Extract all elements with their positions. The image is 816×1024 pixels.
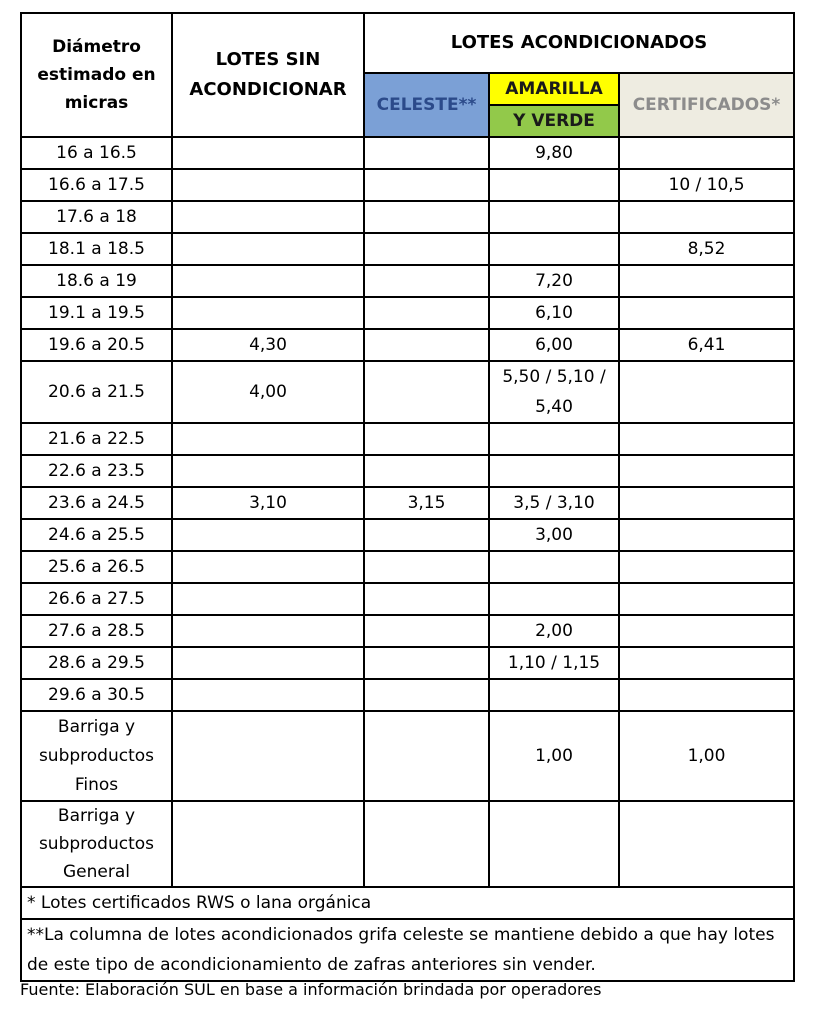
cell-sin-acondicionar <box>172 615 364 647</box>
cell-diametro: 17.6 a 18 <box>21 201 172 233</box>
cell-celeste <box>364 647 489 679</box>
table-row <box>21 455 794 487</box>
cell-celeste <box>364 233 489 265</box>
cell-certificados <box>619 647 794 679</box>
cell-sin-acondicionar <box>172 423 364 455</box>
cell-celeste <box>364 615 489 647</box>
cell-celeste <box>364 361 489 423</box>
table-row <box>21 265 794 297</box>
cell-celeste <box>364 329 489 361</box>
cell-celeste <box>364 455 489 487</box>
cell-certificados <box>619 455 794 487</box>
cell-sin-acondicionar <box>172 801 364 887</box>
table-row <box>21 201 794 233</box>
cell-certificados <box>619 679 794 711</box>
cell-certificados <box>619 519 794 551</box>
cell-celeste <box>364 679 489 711</box>
cell-sin-acondicionar <box>172 169 364 201</box>
cell-sin-acondicionar <box>172 679 364 711</box>
cell-certificados <box>619 487 794 519</box>
table-row <box>21 647 794 679</box>
cell-amarilla-verde: 6,10 <box>489 297 619 329</box>
cell-diametro: Barriga y subproductos General <box>21 801 172 887</box>
cell-celeste <box>364 801 489 887</box>
cell-certificados: 8,52 <box>619 233 794 265</box>
table-row <box>21 233 794 265</box>
table-row <box>21 551 794 583</box>
cell-sin-acondicionar: 3,10 <box>172 487 364 519</box>
cell-diametro: 18.1 a 18.5 <box>21 233 172 265</box>
cell-celeste <box>364 711 489 801</box>
cell-celeste <box>364 583 489 615</box>
cell-amarilla-verde <box>489 801 619 887</box>
source-caption: Fuente: Elaboración SUL en base a información brindada por operadores <box>20 980 602 999</box>
cell-amarilla-verde <box>489 423 619 455</box>
table-row <box>21 679 794 711</box>
header-diametro: Diámetro estimado en micras <box>21 13 172 137</box>
cell-amarilla-verde <box>489 551 619 583</box>
cell-certificados: 6,41 <box>619 329 794 361</box>
cell-amarilla-verde <box>489 455 619 487</box>
cell-celeste <box>364 519 489 551</box>
cell-amarilla-verde <box>489 169 619 201</box>
cell-celeste <box>364 169 489 201</box>
table-row <box>21 615 794 647</box>
cell-amarilla-verde: 7,20 <box>489 265 619 297</box>
cell-certificados <box>619 801 794 887</box>
cell-celeste: 3,15 <box>364 487 489 519</box>
cell-sin-acondicionar <box>172 137 364 169</box>
cell-diametro: 25.6 a 26.5 <box>21 551 172 583</box>
cell-diametro: 21.6 a 22.5 <box>21 423 172 455</box>
cell-diametro: 24.6 a 25.5 <box>21 519 172 551</box>
cell-sin-acondicionar <box>172 233 364 265</box>
cell-sin-acondicionar <box>172 265 364 297</box>
cell-sin-acondicionar: 4,00 <box>172 361 364 423</box>
cell-certificados <box>619 615 794 647</box>
cell-diametro: Barriga y subproductos Finos <box>21 711 172 801</box>
cell-sin-acondicionar <box>172 647 364 679</box>
cell-sin-acondicionar <box>172 711 364 801</box>
cell-diametro: 23.6 a 24.5 <box>21 487 172 519</box>
cell-sin-acondicionar <box>172 201 364 233</box>
footnote-certificados: * Lotes certificados RWS o lana orgánica <box>21 887 794 919</box>
cell-amarilla-verde <box>489 233 619 265</box>
cell-sin-acondicionar <box>172 297 364 329</box>
cell-diametro: 16.6 a 17.5 <box>21 169 172 201</box>
cell-sin-acondicionar: 4,30 <box>172 329 364 361</box>
table-row <box>21 329 794 361</box>
cell-diametro: 29.6 a 30.5 <box>21 679 172 711</box>
footnote-celeste: **La columna de lotes acondicionados grifa celeste se mantiene debido a que hay lotes de este tipo de acondicionamiento de zafras anteriores sin vender. <box>21 919 794 981</box>
cell-diametro: 18.6 a 19 <box>21 265 172 297</box>
cell-sin-acondicionar <box>172 551 364 583</box>
price-table-container <box>20 12 793 982</box>
cell-celeste <box>364 265 489 297</box>
cell-sin-acondicionar <box>172 455 364 487</box>
cell-diametro: 19.6 a 20.5 <box>21 329 172 361</box>
cell-certificados <box>619 201 794 233</box>
cell-diametro: 26.6 a 27.5 <box>21 583 172 615</box>
cell-celeste <box>364 551 489 583</box>
cell-amarilla-verde: 9,80 <box>489 137 619 169</box>
cell-celeste <box>364 297 489 329</box>
table-row <box>21 297 794 329</box>
cell-amarilla-verde: 1,00 <box>489 711 619 801</box>
cell-sin-acondicionar <box>172 519 364 551</box>
header-amarilla: AMARILLA <box>489 73 619 105</box>
header-celeste: CELESTE** <box>364 73 489 137</box>
table-row <box>21 801 794 887</box>
cell-certificados <box>619 583 794 615</box>
header-lotes-acondicionados: LOTES ACONDICIONADOS <box>364 13 794 73</box>
cell-celeste <box>364 423 489 455</box>
table-row <box>21 423 794 455</box>
cell-certificados <box>619 297 794 329</box>
table-row <box>21 137 794 169</box>
cell-diametro: 22.6 a 23.5 <box>21 455 172 487</box>
table-body <box>21 137 794 887</box>
cell-certificados: 10 / 10,5 <box>619 169 794 201</box>
header-certificados: CERTIFICADOS* <box>619 73 794 137</box>
cell-celeste <box>364 137 489 169</box>
cell-certificados: 1,00 <box>619 711 794 801</box>
cell-diametro: 19.1 a 19.5 <box>21 297 172 329</box>
price-table <box>20 12 795 982</box>
cell-amarilla-verde: 3,5 / 3,10 <box>489 487 619 519</box>
cell-amarilla-verde: 1,10 / 1,15 <box>489 647 619 679</box>
header-lotes-sin-acondicionar: LOTES SIN ACONDICIONAR <box>172 13 364 137</box>
cell-certificados <box>619 551 794 583</box>
table-row <box>21 519 794 551</box>
header-y-verde: Y VERDE <box>489 105 619 137</box>
cell-amarilla-verde: 2,00 <box>489 615 619 647</box>
table-row <box>21 711 794 801</box>
cell-certificados <box>619 361 794 423</box>
table-row <box>21 487 794 519</box>
cell-amarilla-verde: 6,00 <box>489 329 619 361</box>
cell-diametro: 20.6 a 21.5 <box>21 361 172 423</box>
table-row <box>21 361 794 423</box>
cell-diametro: 16 a 16.5 <box>21 137 172 169</box>
cell-amarilla-verde <box>489 679 619 711</box>
cell-certificados <box>619 137 794 169</box>
cell-amarilla-verde <box>489 201 619 233</box>
cell-diametro: 28.6 a 29.5 <box>21 647 172 679</box>
cell-amarilla-verde: 3,00 <box>489 519 619 551</box>
cell-celeste <box>364 201 489 233</box>
table-row <box>21 169 794 201</box>
cell-certificados <box>619 423 794 455</box>
cell-amarilla-verde: 5,50 / 5,10 / 5,40 <box>489 361 619 423</box>
cell-diametro: 27.6 a 28.5 <box>21 615 172 647</box>
cell-certificados <box>619 265 794 297</box>
cell-sin-acondicionar <box>172 583 364 615</box>
table-row <box>21 583 794 615</box>
cell-amarilla-verde <box>489 583 619 615</box>
